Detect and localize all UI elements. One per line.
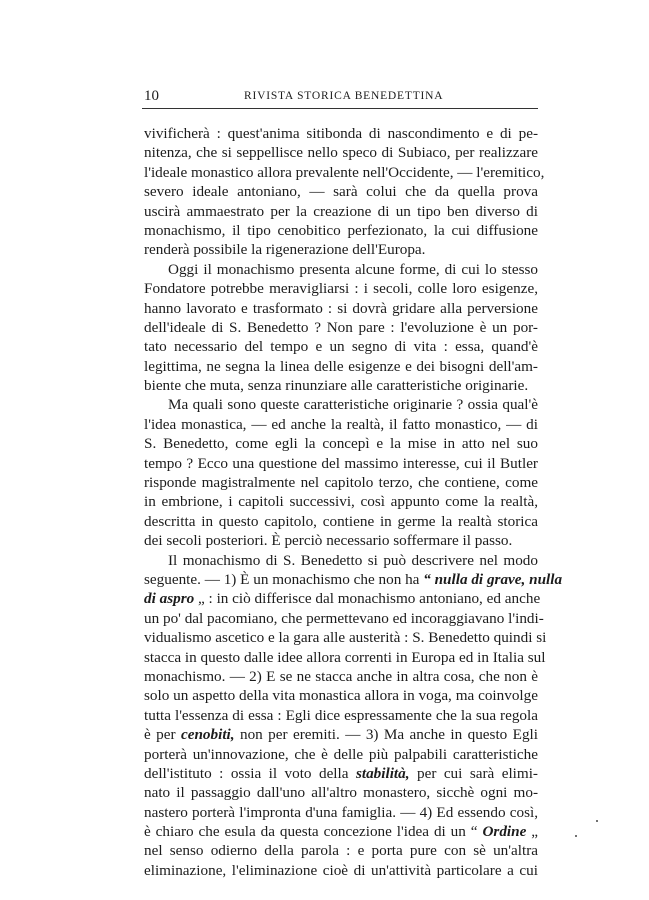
text-line: nel senso odierno della parola : e porta pure con sè un'altra bbox=[144, 842, 538, 860]
body-text bbox=[144, 124, 563, 880]
quoted-phrase: di aspro bbox=[144, 590, 199, 608]
text-line: vivificherà : quest'anima sitibonda di nascondimento e di pe- bbox=[144, 125, 538, 142]
emphasized-word: stabilità, bbox=[355, 764, 410, 782]
text-line bbox=[144, 725, 538, 744]
text-run: è chiaro che esula da questa concezione l'idea di un “ bbox=[144, 823, 483, 841]
text-line: dell'ideale di S. Benedetto ? Non pare : l'evoluzione è un por- bbox=[144, 318, 538, 336]
text-line: renderà possibile la rigenerazione dell'Europa. bbox=[144, 241, 426, 259]
text-line bbox=[144, 764, 538, 783]
text-line: vidualismo ascetico e la gara alle austerità : S. Benedetto quindi si bbox=[144, 629, 547, 647]
text-line: Fondatore potrebbe meravigliarsi : i secoli, colle loro esigenze, bbox=[144, 280, 538, 298]
text-run: è per bbox=[144, 726, 181, 744]
text-line: Oggi il monachismo presenta alcune forme, di cui lo stesso bbox=[168, 260, 538, 278]
text-line: risponde magistralmente nel capitolo terzo, che contiene, come bbox=[144, 474, 538, 492]
text-run: non per eremiti. — 3) Ma anche in questo Egli bbox=[234, 726, 538, 744]
text-line: severo ideale antoniano, — sarà colui che da quella prova bbox=[144, 183, 538, 201]
text-line: legittima, ne segna la linea delle esigenze e dei bisogni dell'am- bbox=[144, 357, 538, 375]
text-line: hanno lavorato e trasformato : si dovrà gridare alla perversione bbox=[144, 299, 538, 317]
text-line: stacca in questo dalle idee allora correnti in Europa ed in Italia sul bbox=[144, 648, 546, 666]
text-line bbox=[144, 822, 538, 841]
text-line bbox=[144, 589, 541, 608]
header-rule bbox=[142, 108, 538, 109]
paper-speck bbox=[575, 835, 577, 837]
text-line: porterà un'innovazione, che è delle più palpabili caratteristiche bbox=[144, 745, 538, 763]
text-line: nitenza, che si seppellisce nello speco di Subiaco, per realizzare bbox=[144, 144, 538, 162]
text-line: monachismo, il tipo cenobitico perfezionato, la cui diffusione bbox=[144, 221, 538, 239]
text-line: eliminazione, l'eliminazione cioè di un'attività particolare a cui bbox=[144, 861, 538, 879]
emphasized-word: Ordine bbox=[482, 823, 527, 841]
text-run: per cui sarà elimi- bbox=[409, 764, 538, 782]
text-line: nastero porterà l'impronta d'una famiglia. — 4) Ed essendo così, bbox=[144, 803, 538, 821]
text-line: in embrione, i capitoli successivi, così appunto come la realtà, bbox=[144, 493, 538, 511]
text-run: dell'istituto : ossia il voto della bbox=[144, 764, 356, 782]
text-line: tempo ? Ecco una questione del massimo interesse, cui il Butler bbox=[144, 454, 538, 472]
text-line: monachismo. — 2) E se ne stacca anche in altra cosa, che non è bbox=[144, 667, 538, 685]
text-line: un po' dal pacomiano, che permettevano ed incoraggiavano l'indi- bbox=[144, 609, 544, 627]
text-line: biente che muta, senza rinunziare alle caratteristiche originarie. bbox=[144, 377, 529, 395]
paper-speck bbox=[596, 820, 598, 822]
quoted-phrase: “ nulla di grave, nulla bbox=[423, 570, 563, 588]
text-line bbox=[144, 570, 563, 589]
text-line: nato il passaggio dall'uno all'altro monastero, sicchè ogni mo- bbox=[144, 784, 538, 802]
text-line: Ma quali sono queste caratteristiche originarie ? ossia qual'è bbox=[168, 396, 538, 414]
text-line: uscirà ammaestrato per la creazione di un tipo ben diverso di bbox=[144, 202, 538, 220]
text-line: Il monachismo di S. Benedetto si può descrivere nel modo bbox=[168, 551, 538, 569]
text-line: tutta l'essenza di essa : Egli dice espressamente che la sua regola bbox=[144, 706, 538, 724]
text-line: descritta in questo capitolo, contiene in germe la realtà storica bbox=[144, 512, 538, 530]
text-run: seguente. — 1) È un monachismo che non ha bbox=[144, 570, 424, 588]
text-line: l'idea monastica, — ed anche la realtà, il fatto monastico, — di bbox=[144, 415, 538, 433]
page-header bbox=[142, 86, 538, 106]
running-title: RIVISTA STORICA BENEDETTINA bbox=[244, 90, 444, 102]
text-run: „ : in ciò differisce dal monachismo antoniano, ed anche bbox=[198, 590, 541, 608]
page-number: 10 bbox=[144, 88, 159, 104]
emphasized-word: cenobiti, bbox=[180, 726, 235, 744]
text-line: solo un aspetto della vita monastica allora in voga, ma coinvolge bbox=[144, 687, 538, 705]
text-line: l'ideale monastico allora prevalente nell'Occidente, — l'eremitico, bbox=[144, 163, 545, 181]
text-line: S. Benedetto, come egli la concepì e la mise in atto nel suo bbox=[144, 435, 538, 453]
text-line: dei secoli posteriori. È perciò necessario soffermare il passo. bbox=[144, 532, 513, 550]
text-line: tato necessario del tempo e un segno di vita : essa, quand'è bbox=[144, 338, 538, 356]
text-run: „ bbox=[526, 823, 538, 841]
